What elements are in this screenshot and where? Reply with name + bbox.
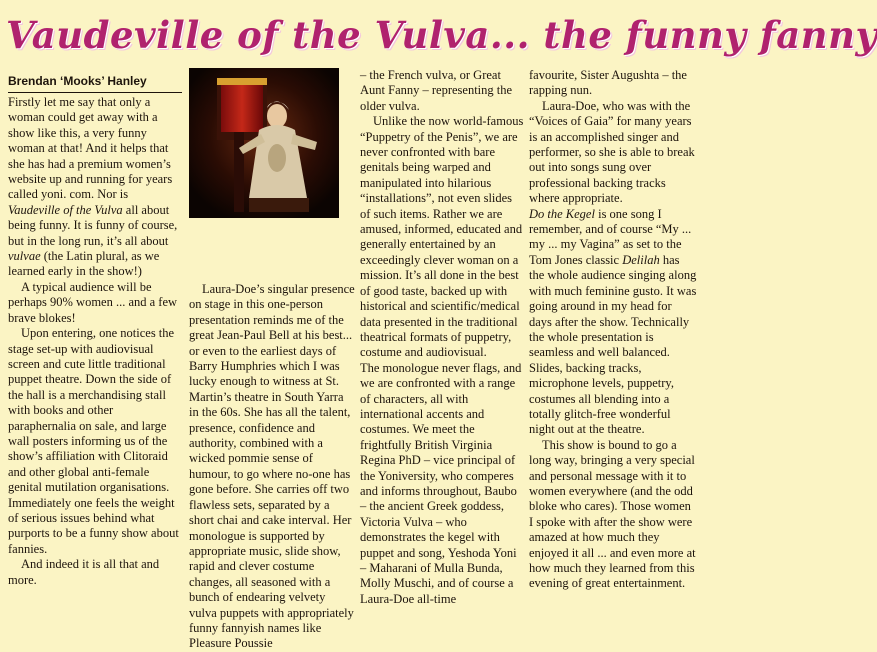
- col1-paragraph-3: Upon entering, one notices the stage set-up with audiovisual screen and cute little traditional puppet theatre. Down the side of the hall is a merchandising stall with books and other paraphernalia on sale, and large wall posters informing us of the show’s affiliation with Clitoraid and other global anti-female genital mutilation organisations. Immediately one feels the weight of serious issues behind what purports to be a funny show about fannies.: [8, 326, 179, 556]
- col3-paragraph-3: The monologue never flags, and we are confronted with a range of characters, all with international accents and costumes. We meet the frightfully British Virginia Regina PhD – vice principal of the Yoniversity, who comperes and informs throughout, Baubo – the ancient Greek goddess, Victoria Vulva – who demonstrates the kegel with puppet and song, Yeshoda Yoni – Maharani of Mulla Bunda, Molly Muschi, and of course a Laura-Doe all-time: [360, 360, 522, 606]
- col4-paragraph-1: favourite, Sister Augushta – the rapping nun.: [529, 68, 687, 98]
- column-2: [189, 68, 356, 651]
- column-1: [8, 68, 182, 616]
- col1-paragraph-2: A typical audience will be perhaps 90% women ... and a few brave blokes!: [8, 279, 178, 325]
- stage-performer-image: [189, 68, 339, 218]
- col4-paragraph-3: Do the Kegel is one song I remember, and of course “My ... my ... my Vagina” as set to the Tom Jones classic Delilah has the whole audience singing along with much feminine gusto. It was going around in my head for days after the show. Technically the whole presentation is seamless and well balanced. Slides, backing tracks, microphone levels, puppetry, costumes all blending into a totally glitch-free wonderful night out at the theatre.: [529, 206, 697, 437]
- byline: Brendan ‘Mooks’ Hanley: [8, 68, 182, 93]
- col3-paragraph-1: – the French vulva, or Great Aunt Fanny – representing the older vulva.: [360, 68, 513, 113]
- col4-paragraph-4: This show is bound to go a long way, bringing a very special and personal message with it to women everywhere (and the odd bloke who cares). Those women I spoke with after the show were amazed at how much they enjoyed it all ... and even more at how much they learned from this evening of great entertainment.: [529, 437, 696, 591]
- column-3: [360, 68, 524, 616]
- col1-paragraph-1: Firstly let me say that only a woman could get away with a show like this, a very funny woman at that! And it helps that she has had a premium women’s website up and running for years called yoni. com. Nor is Vaudeville of the Vulva all about being funny. It is funny of course, but in the long run, it’s all about vulvae (the Latin plural, as we learned early in the show!): [8, 95, 178, 279]
- col3-paragraph-2: Unlike the now world-famous “Puppetry of the Penis”, we are never confronted with bare genitals being warped and manipulated into hilarious “installations”, not even slides of such items. Rather we are amused, informed, educated and generally entertained by an exceedingly clever woman on a mission. It’s all done in the best of good taste, backed up with historical and scientific/medical data presented in the traditional theatrical formats of puppetry, costume and audiovisual.: [360, 114, 524, 360]
- column-4: [529, 68, 697, 616]
- col4-paragraph-2: Laura-Doe, who was with the “Voices of Gaia” for many years is an accomplished singer and performer, so she is able to break out into songs sung over professional backing tracks where appropriate.: [529, 98, 695, 206]
- performer-photo: [189, 68, 339, 218]
- col1-paragraph-4: And indeed it is all that and more.: [8, 557, 160, 587]
- headline: Vaudeville of the Vulva... the funny fanny: [6, 13, 877, 57]
- col2-paragraph-1: Laura-Doe’s singular presence on stage in this one-person presentation reminds me of the great Jean-Paul Bell at his best... or even to the earliest days of Barry Humphries which I was lucky enough to witness at St. Martin’s theatre in South Yarra in the 60s. She has all the talent, presence, confidence and authority, combined with a wicked pommie sense of humour, to go where no-one has gone before. She carries off two flawless sets, separated by a short chai and cake interval. Her monologue is supported by appropriate music, slide show, rapid and clever costume changes, all seasoned with a bunch of endearing velvety vulva puppets with appropriately funny fannyish names like Pleasure Poussie: [189, 282, 355, 651]
